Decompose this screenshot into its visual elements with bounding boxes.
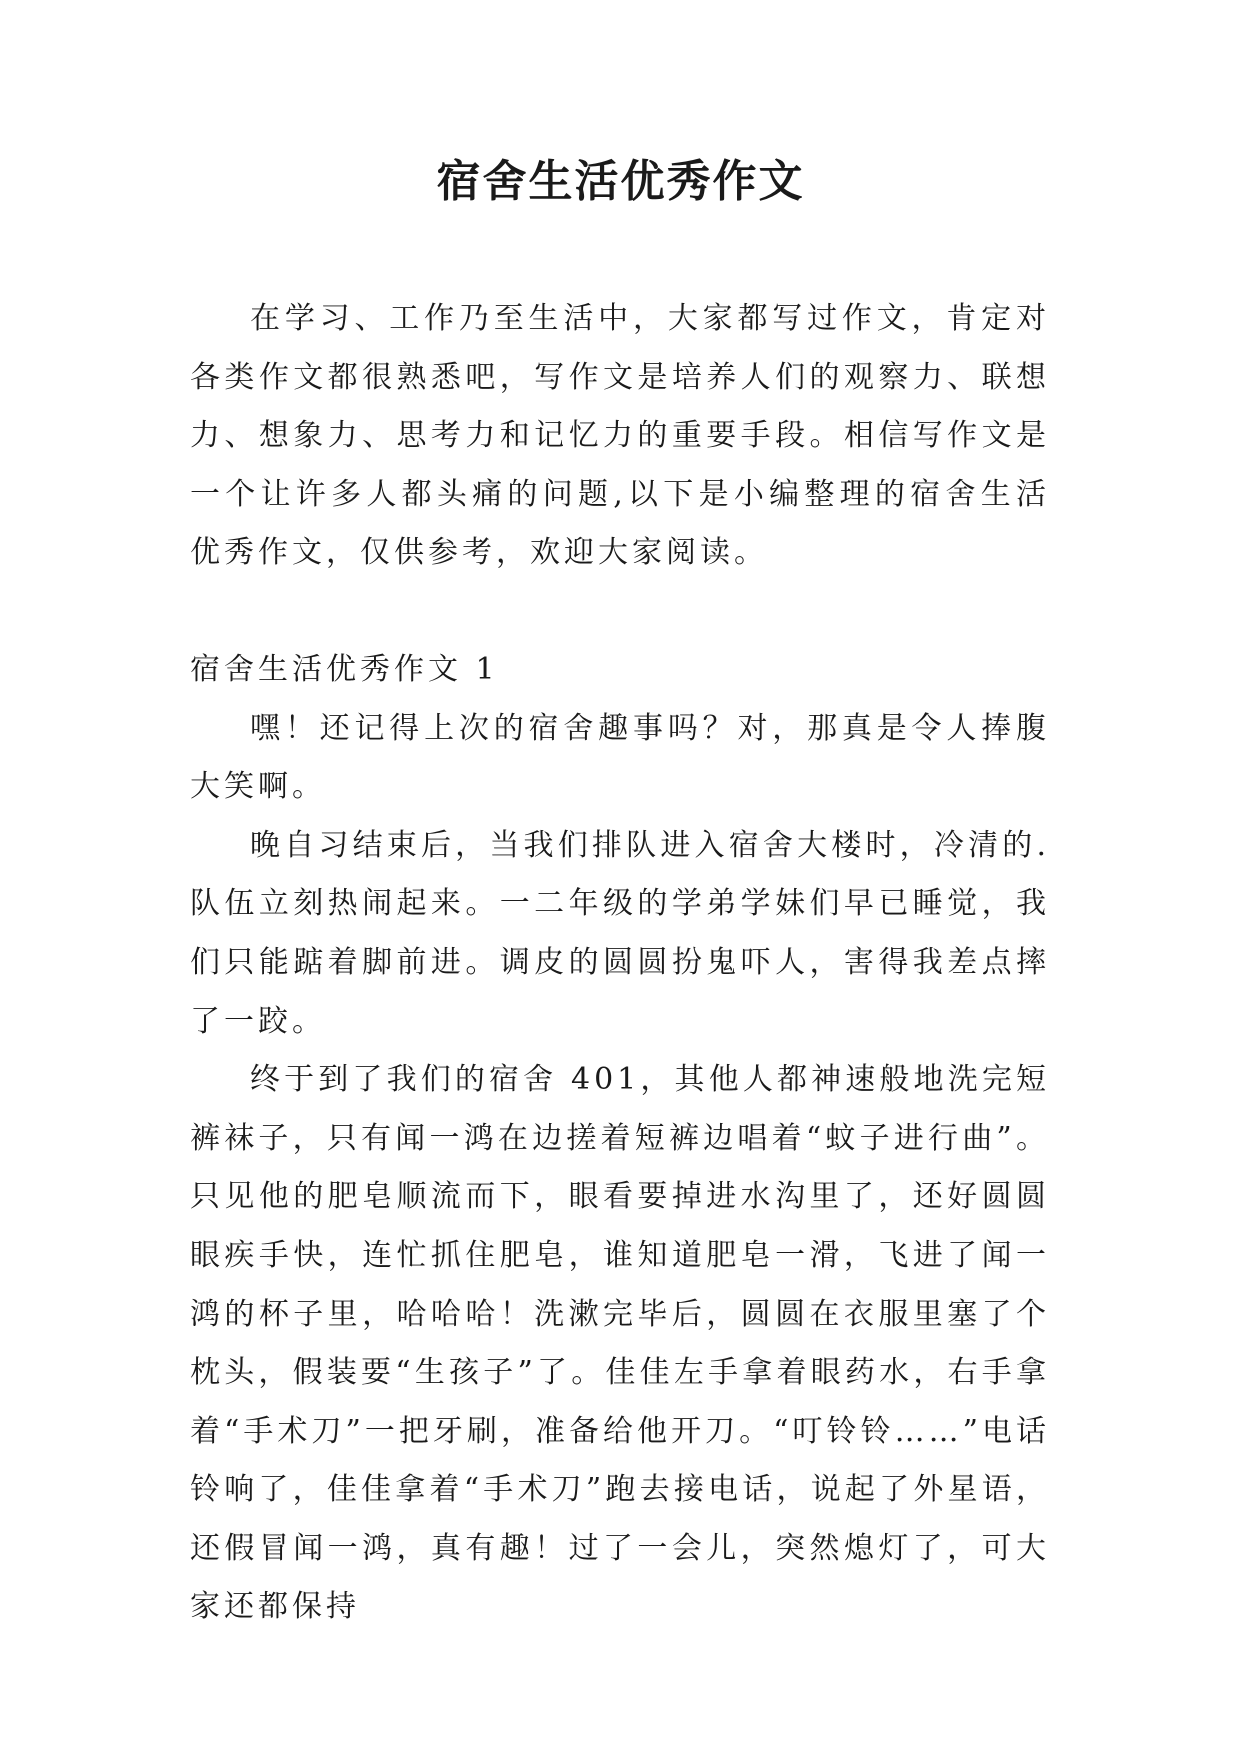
body-paragraph: 终于到了我们的宿舍 401，其他人都神速般地洗完短裤袜子，只有闻一鸿在边搓着短裤边唱着“蚊子进行曲”。只见他的肥皂顺流而下，眼看要掉进水沟里了，还好圆圆眼疾手快，连忙抓住肥皂，谁知道肥皂一滑，飞进了闻一鸿的杯子里，哈哈哈！洗漱完毕后，圆圆在衣服里塞了个枕头，假装要“生孩子”了。佳佳左手拿着眼药水，右手拿着“手术刀”一把牙刷，准备给他开刀。“叮铃铃……”电话铃响了，佳佳拿着“手术刀”跑去接电话，说起了外星语，还假冒闻一鸿，真有趣！过了一会儿，突然熄灯了，可大家还都保持	[190, 1062, 1050, 1625]
body-paragraph: 晚自习结束后，当我们排队进入宿舍大楼时，冷清的.队伍立刻热闹起来。一二年级的学弟学妹们早已睡觉，我们只能踮着脚前进。调皮的圆圆扮鬼吓人，害得我差点摔了一跤。	[190, 827, 1050, 1039]
intro-paragraph: 在学习、工作乃至生活中，大家都写过作文，肯定对各类作文都很熟悉吧，写作文是培养人们的观察力、联想力、想象力、思考力和记忆力的重要手段。相信写作文是一个让许多人都头痛的问题,以下是小编整理的宿舍生活优秀作文，仅供参考，欢迎大家阅读。	[190, 301, 1050, 571]
body-paragraph: 嘿！还记得上次的宿舍趣事吗？对，那真是令人捧腹大笑啊。	[190, 710, 1050, 805]
paragraph-gap	[190, 583, 1050, 641]
page-title: 宿舍生活优秀作文	[436, 156, 805, 207]
section-heading: 宿舍生活优秀作文 1	[190, 651, 499, 687]
document-body	[190, 290, 1050, 1637]
